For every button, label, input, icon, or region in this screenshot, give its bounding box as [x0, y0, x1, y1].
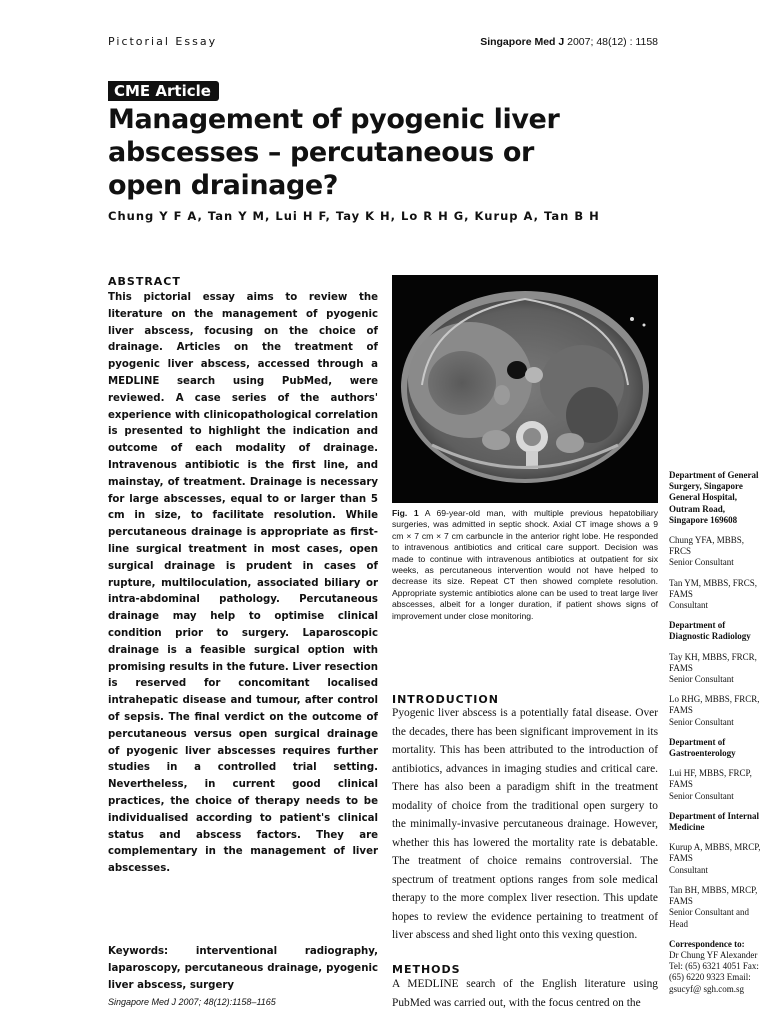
affiliation-gastroenterology: Department of Gastroenterology	[669, 736, 736, 759]
affiliation-diagnostic-radiology: Department of Diagnostic Radiology	[669, 620, 751, 642]
author-credentials: Chung YFA, MBBS, FRCS	[669, 535, 745, 557]
author-credentials: Kurup A, MBBS, MRCP, FAMS	[669, 842, 761, 864]
figure-caption-text: A 69-year-old man, with multiple previous hepatobiliary surgeries, was admitted in septic shock. Axial CT image shows a 9 cm × 7 cm × 7 cm carbuncle in the anterior right lobe. He responded to intravenous antibiotics and critical care support. Decision was made to continue with intravenous antibiotics at outpatient for six weeks, as percutaneous intervention would not have helped to decrease its size. Repeat CT then showed complete resolution. Appropriate systemic antibiotics alone can be used to treat large liver abscesses, albeit for a longer duration, if patient shows signs of improvement under close monitoring.	[392, 508, 658, 621]
ct-scan-image	[392, 275, 658, 503]
correspondence-heading: Correspondence to:	[669, 938, 745, 949]
cme-badge: CME Article	[108, 81, 219, 101]
keywords: Keywords: interventional radiography, laparoscopy, percutaneous drainage, pyogenic liver abscess, surgery	[108, 946, 378, 991]
author-role: Senior Consultant	[669, 674, 734, 685]
figure-caption	[392, 508, 658, 622]
affiliations-sidebar	[669, 470, 764, 995]
section-label: Pictorial Essay	[108, 35, 218, 48]
methods-text: A MEDLINE search of the English literature using PubMed was carried out, with the focus centred on the	[392, 978, 658, 1009]
author-credentials: Tay KH, MBBS, FRCR, FAMS	[669, 651, 757, 673]
author-affiliation	[669, 578, 764, 612]
author-role: Consultant	[669, 600, 709, 611]
footer-citation: Singapore Med J 2007; 48(12):1158–1165	[108, 997, 276, 1007]
author-credentials: Lo RHG, MBBS, FRCR, FAMS	[669, 694, 760, 716]
abstract-text: This pictorial essay aims to review the literature on the management of pyogenic liver abscess, focusing on the choice of drainage. Articles on the treatment of pyogenic liver abscess, accessed through a MEDLINE search using PubMed, were reviewed. A case series of the authors' experience with clinicopathological correlation is presented to highlight the indication and outcome of each modality of drainage. Intravenous antibiotic is the first line, and mainstay, of treatment. Drainage is necessary for large abscesses, equal to or larger than 5 cm in size, to facilitate resolution. While percutaneous drainage is appropriate as first-line surgical treatment in most cases, open surgical drainage is prudent in cases of rupture, multiloculation, associated biliary or intra-abdominal pathology. Percutaneous drainage may help to optimise clinical condition prior to surgery. Laparoscopic drainage is a feasible surgical option with promising results in the future. Liver resection is reserved for concomitant localised intrahepatic disease and tumour, after control of sepsis. The final verdict on the outcome of percutaneous versus open surgical drainage of pyogenic liver abscesses requires further studies in a controlled trial setting. Nevertheless, in current good clinical practices, the choice of therapy needs to be individualised according to patient's clinical status and abscess factors. They are complementary in the management of liver abscesses.	[108, 292, 378, 875]
article-title: Management of pyogenic liver abscesses – percutaneous or open drainage?	[108, 104, 560, 201]
introduction-heading: INTRODUCTION	[392, 693, 499, 706]
author-role: Consultant	[669, 864, 709, 875]
author-affiliation	[669, 535, 764, 569]
journal-citation	[480, 36, 658, 48]
author-credentials: Lui HF, MBBS, FRCP, FAMS	[669, 768, 752, 790]
author-affiliation	[669, 694, 764, 728]
author-credentials: Tan YM, MBBS, FRCS, FAMS	[669, 577, 758, 599]
author-affiliation	[669, 652, 764, 686]
affiliation-internal-medicine: Department of Internal Medicine	[669, 810, 759, 833]
abstract-heading: ABSTRACT	[108, 275, 181, 288]
author-role: Senior Consultant and Head	[669, 907, 749, 929]
author-list: Chung Y F A, Tan Y M, Lui H F, Tay K H, Lo R H G, Kurup A, Tan B H	[108, 209, 600, 223]
introduction-text: Pyogenic liver abscess is a potentially fatal disease. Over the decades, there has been significant improvement in its mortality. This has been attributed to the introduction of antibiotics, advances in imaging studies and critical care. There has also been a paradigm shift in the treatment modality of choice from the traditional open surgery to the minimally-invasive percutaneous drainage. However, whether this has lowered the mortality rate is debatable. The treatment of choice remains controversial. The spectrum of treatment options ranges from sole medical therapy to the more complex liver resection. This update hopes to review the evidence pertaining to treatment of liver abscess and shed light onto this vexing question.	[392, 707, 658, 941]
author-affiliation	[669, 842, 764, 876]
author-role: Senior Consultant	[669, 716, 734, 727]
ct-scan-drawing	[392, 275, 658, 503]
author-role: Senior Consultant	[669, 790, 734, 801]
author-affiliation	[669, 768, 764, 802]
methods-heading: METHODS	[392, 963, 461, 976]
journal-name: Singapore Med J	[480, 36, 565, 48]
figure-label: Fig. 1	[392, 508, 419, 518]
affiliation-general-surgery: Department of General Surgery, Singapore General Hospital, Outram Road, Singapore 169608	[669, 470, 759, 525]
author-role: Senior Consultant	[669, 557, 734, 568]
author-affiliation	[669, 885, 764, 930]
journal-volume: 2007; 48(12) : 1158	[564, 36, 658, 48]
author-credentials: Tan BH, MBBS, MRCP, FAMS	[669, 884, 758, 907]
correspondence-details: Dr Chung YF Alexander Tel: (65) 6321 4051 Fax: (65) 6220 9323 Email: gsucyf@ sgh.com.sg	[669, 949, 759, 994]
